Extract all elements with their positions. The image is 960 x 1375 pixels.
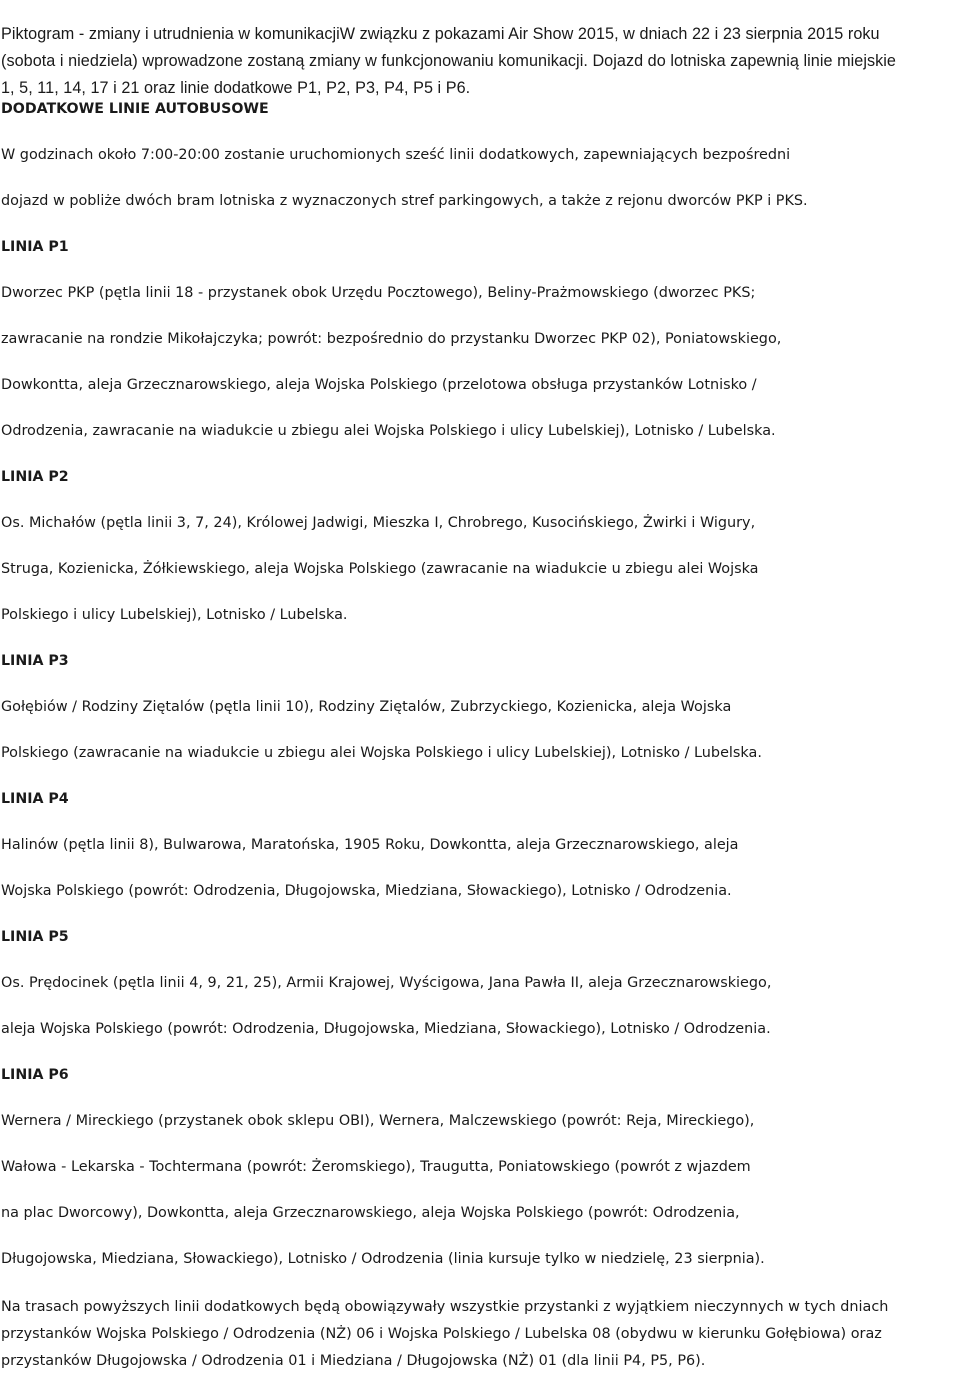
text-line: Struga, Kozienicka, Żółkiewskiego, aleja Wojska Polskiego (zawracanie na wiadukcie u zbiegu alei Wojska [1, 561, 759, 577]
text-line: Os. Michałów (pętla linii 3, 7, 24), Królowej Jadwigi, Mieszka I, Chrobrego, Kusocińskiego, Żwirki i Wigury, [1, 515, 756, 531]
section-title-p5: LINIA P5 [1, 929, 69, 945]
section-title-dodatkowe: DODATKOWE LINIE AUTOBUSOWE [1, 101, 269, 117]
text-line: dojazd w pobliże dwóch bram lotniska z wyznaczonych stref parkingowych, a także z rejonu dworców PKP i PKS. [1, 193, 808, 209]
section-title-p4: LINIA P4 [1, 791, 69, 807]
final-line: przystanków Wojska Polskiego / Odrodzenia (NŻ) 06 i Wojska Polskiego / Lubelska 08 (obydwu w kierunku Gołębiowa) oraz [1, 1326, 882, 1342]
text-line: aleja Wojska Polskiego (powrót: Odrodzenia, Długojowska, Miedziana, Słowackiego), Lotnisko / Odrodzenia. [1, 1021, 771, 1037]
text-line: Dowkontta, aleja Grzecznarowskiego, aleja Wojska Polskiego (przelotowa obsługa przystanków Lotnisko / [1, 377, 757, 393]
text-line: Wojska Polskiego (powrót: Odrodzenia, Długojowska, Miedziana, Słowackiego), Lotnisko / Odrodzenia. [1, 883, 732, 899]
intro-line: 1, 5, 11, 14, 17 i 21 oraz linie dodatkowe P1, P2, P3, P4, P5 i P6. [1, 79, 471, 97]
section-title-p1: LINIA P1 [1, 239, 69, 255]
text-line: Wałowa - Lekarska - Tochtermana (powrót: Żeromskiego), Traugutta, Poniatowskiego (powrót z wjazdem [1, 1159, 751, 1175]
text-line: na plac Dworcowy), Dowkontta, aleja Grzecznarowskiego, aleja Wojska Polskiego (powrót: Odrodzenia, [1, 1205, 740, 1221]
text-line: Gołębiów / Rodziny Ziętalów (pętla linii 10), Rodziny Ziętalów, Zubrzyckiego, Kozienicka, aleja Wojska [1, 699, 732, 715]
text-line: Długojowska, Miedziana, Słowackiego), Lotnisko / Odrodzenia (linia kursuje tylko w niedzielę, 23 sierpnia). [1, 1251, 765, 1267]
text-line: zawracanie na rondzie Mikołajczyka; powrót: bezpośrednio do przystanku Dworzec PKP 02), Poniatowskiego, [1, 331, 782, 347]
text-line: Dworzec PKP (pętla linii 18 - przystanek obok Urzędu Pocztowego), Beliny-Prażmowskiego (dworzec PKS; [1, 285, 756, 301]
final-line: Na trasach powyższych linii dodatkowych będą obowiązywały wszystkie przystanki z wyjątkiem nieczynnych w tych dniach [1, 1299, 889, 1315]
text-line: Polskiego i ulicy Lubelskiej), Lotnisko / Lubelska. [1, 607, 348, 623]
intro-line: Piktogram - zmiany i utrudnienia w komunikacjiW związku z pokazami Air Show 2015, w dniach 22 i 23 sierpnia 2015 roku [1, 25, 880, 43]
section-title-p3: LINIA P3 [1, 653, 69, 669]
section-title-p6: LINIA P6 [1, 1067, 69, 1083]
text-line: Halinów (pętla linii 8), Bulwarowa, Maratońska, 1905 Roku, Dowkontta, aleja Grzecznarowskiego, aleja [1, 837, 739, 853]
intro-paragraph [1, 21, 960, 102]
text-line: Polskiego (zawracanie na wiadukcie u zbiegu alei Wojska Polskiego i ulicy Lubelskiej), Lotnisko / Lubelska. [1, 745, 762, 761]
final-line: przystanków Długojowska / Odrodzenia 01 i Miedziana / Długojowska (NŻ) 01 (dla linii P4, P5, P6). [1, 1353, 706, 1369]
text-line: Wernera / Mireckiego (przystanek obok sklepu OBI), Wernera, Malczewskiego (powrót: Reja, Mireckiego), [1, 1113, 755, 1129]
final-paragraph [1, 1294, 960, 1375]
section-title-p2: LINIA P2 [1, 469, 69, 485]
text-line: Odrodzenia, zawracanie na wiadukcie u zbiegu alei Wojska Polskiego i ulicy Lubelskiej), Lotnisko / Lubelska. [1, 423, 776, 439]
intro-line: (sobota i niedziela) wprowadzone zostaną zmiany w funkcjonowaniu komunikacji. Dojazd do lotniska zapewnią linie miejskie [1, 52, 896, 70]
text-line: Os. Prędocinek (pętla linii 4, 9, 21, 25), Armii Krajowej, Wyścigowa, Jana Pawła II, aleja Grzecznarowskiego, [1, 975, 772, 991]
text-line: W godzinach około 7:00-20:00 zostanie uruchomionych sześć linii dodatkowych, zapewniających bezpośredni [1, 147, 791, 163]
